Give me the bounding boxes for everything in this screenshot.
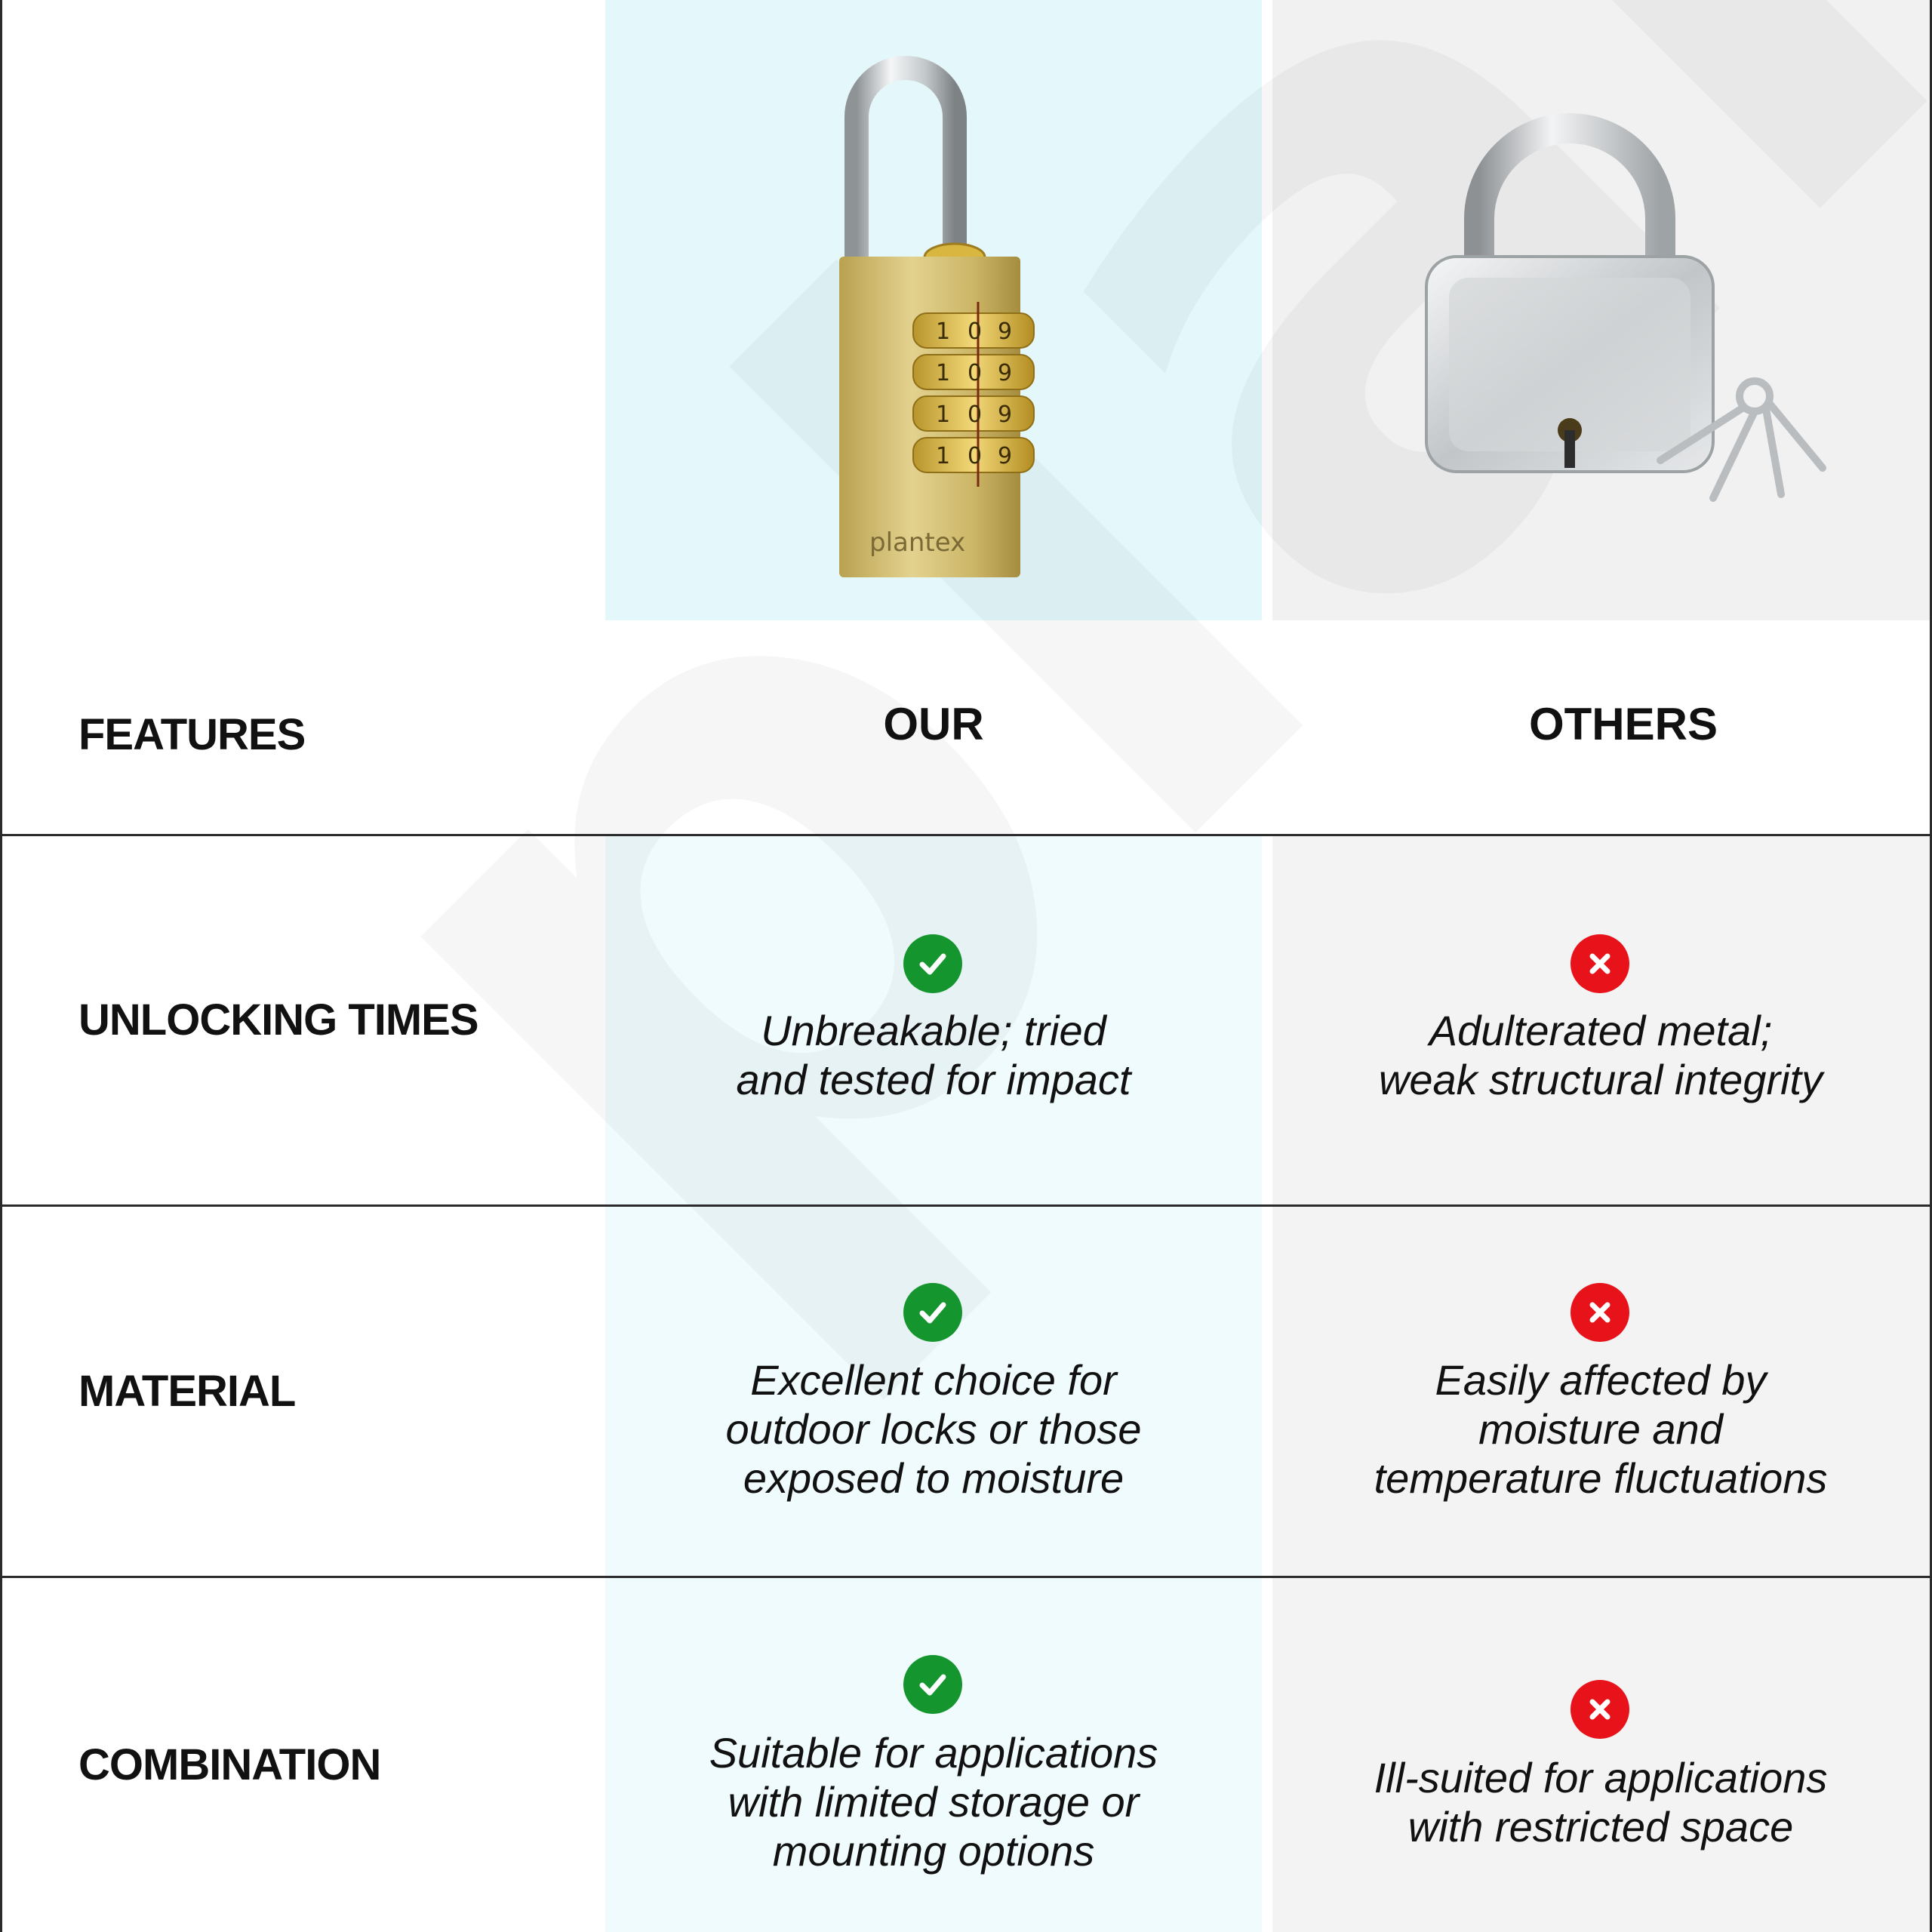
our-cell-unlocking-times [605, 1006, 1262, 1104]
row-divider [0, 1204, 1932, 1207]
cell-line: temperature fluctuations [1374, 1454, 1828, 1502]
dial-digit: 9 [998, 318, 1013, 345]
cell-line: with restricted space [1407, 1803, 1794, 1850]
check-circle-icon [903, 1655, 962, 1714]
dial-digit: 9 [998, 401, 1013, 428]
dial-digit: 0 [968, 401, 983, 428]
cell-line: Adulterated metal; [1429, 1007, 1773, 1054]
cell-line: Suitable for applications [709, 1729, 1158, 1777]
dial-digit: 1 [936, 443, 951, 469]
our-cell-combination [605, 1728, 1262, 1875]
row-label-material: MATERIAL [78, 1367, 296, 1416]
cell-line: Excellent choice for [750, 1356, 1117, 1404]
cell-line: with limited storage or [728, 1778, 1140, 1826]
check-circle-icon [903, 934, 962, 993]
our-cell-material [605, 1355, 1262, 1503]
our-column-header: OUR [883, 699, 984, 749]
x-circle-icon [1571, 1680, 1629, 1739]
dial-digit: 9 [998, 443, 1013, 469]
features-header: FEATURES [78, 710, 306, 759]
check-circle-icon [903, 1283, 962, 1342]
others-cell-combination [1272, 1753, 1929, 1851]
row-divider [0, 834, 1932, 836]
row-divider [0, 1576, 1932, 1578]
combination-padlock-image [823, 34, 1072, 585]
x-circle-icon [1571, 934, 1629, 993]
row-label-unlocking-times: UNLOCKING TIMES [78, 995, 478, 1044]
key-padlock-image [1411, 106, 1834, 528]
dial-digit: 1 [936, 360, 951, 386]
others-cell-unlocking-times [1272, 1006, 1929, 1104]
x-circle-icon [1571, 1283, 1629, 1342]
cell-line: weak structural integrity [1378, 1056, 1823, 1103]
dial-digit: 1 [936, 401, 951, 428]
dial-digit: 1 [936, 318, 951, 345]
lock-engraving: plantex [869, 528, 966, 558]
cell-line: Easily affected by [1435, 1356, 1767, 1404]
cell-line: Ill-suited for applications [1374, 1754, 1828, 1801]
dial-digit: 0 [968, 360, 983, 386]
cell-line: exposed to moisture [743, 1454, 1124, 1502]
cell-line: outdoor locks or those [725, 1405, 1142, 1453]
dial-digit: 0 [968, 318, 983, 345]
dial-digit: 9 [998, 360, 1013, 386]
table-border-left [0, 0, 2, 1932]
others-column-header: OTHERS [1528, 699, 1718, 749]
cell-line: mounting options [772, 1827, 1095, 1875]
cell-line: moisture and [1478, 1405, 1723, 1453]
cell-line: Unbreakable; tried [761, 1007, 1106, 1054]
row-label-combination: COMBINATION [78, 1740, 381, 1789]
cell-line: and tested for impact [736, 1056, 1131, 1103]
dial-digit: 0 [968, 443, 983, 469]
others-cell-material [1272, 1355, 1929, 1503]
